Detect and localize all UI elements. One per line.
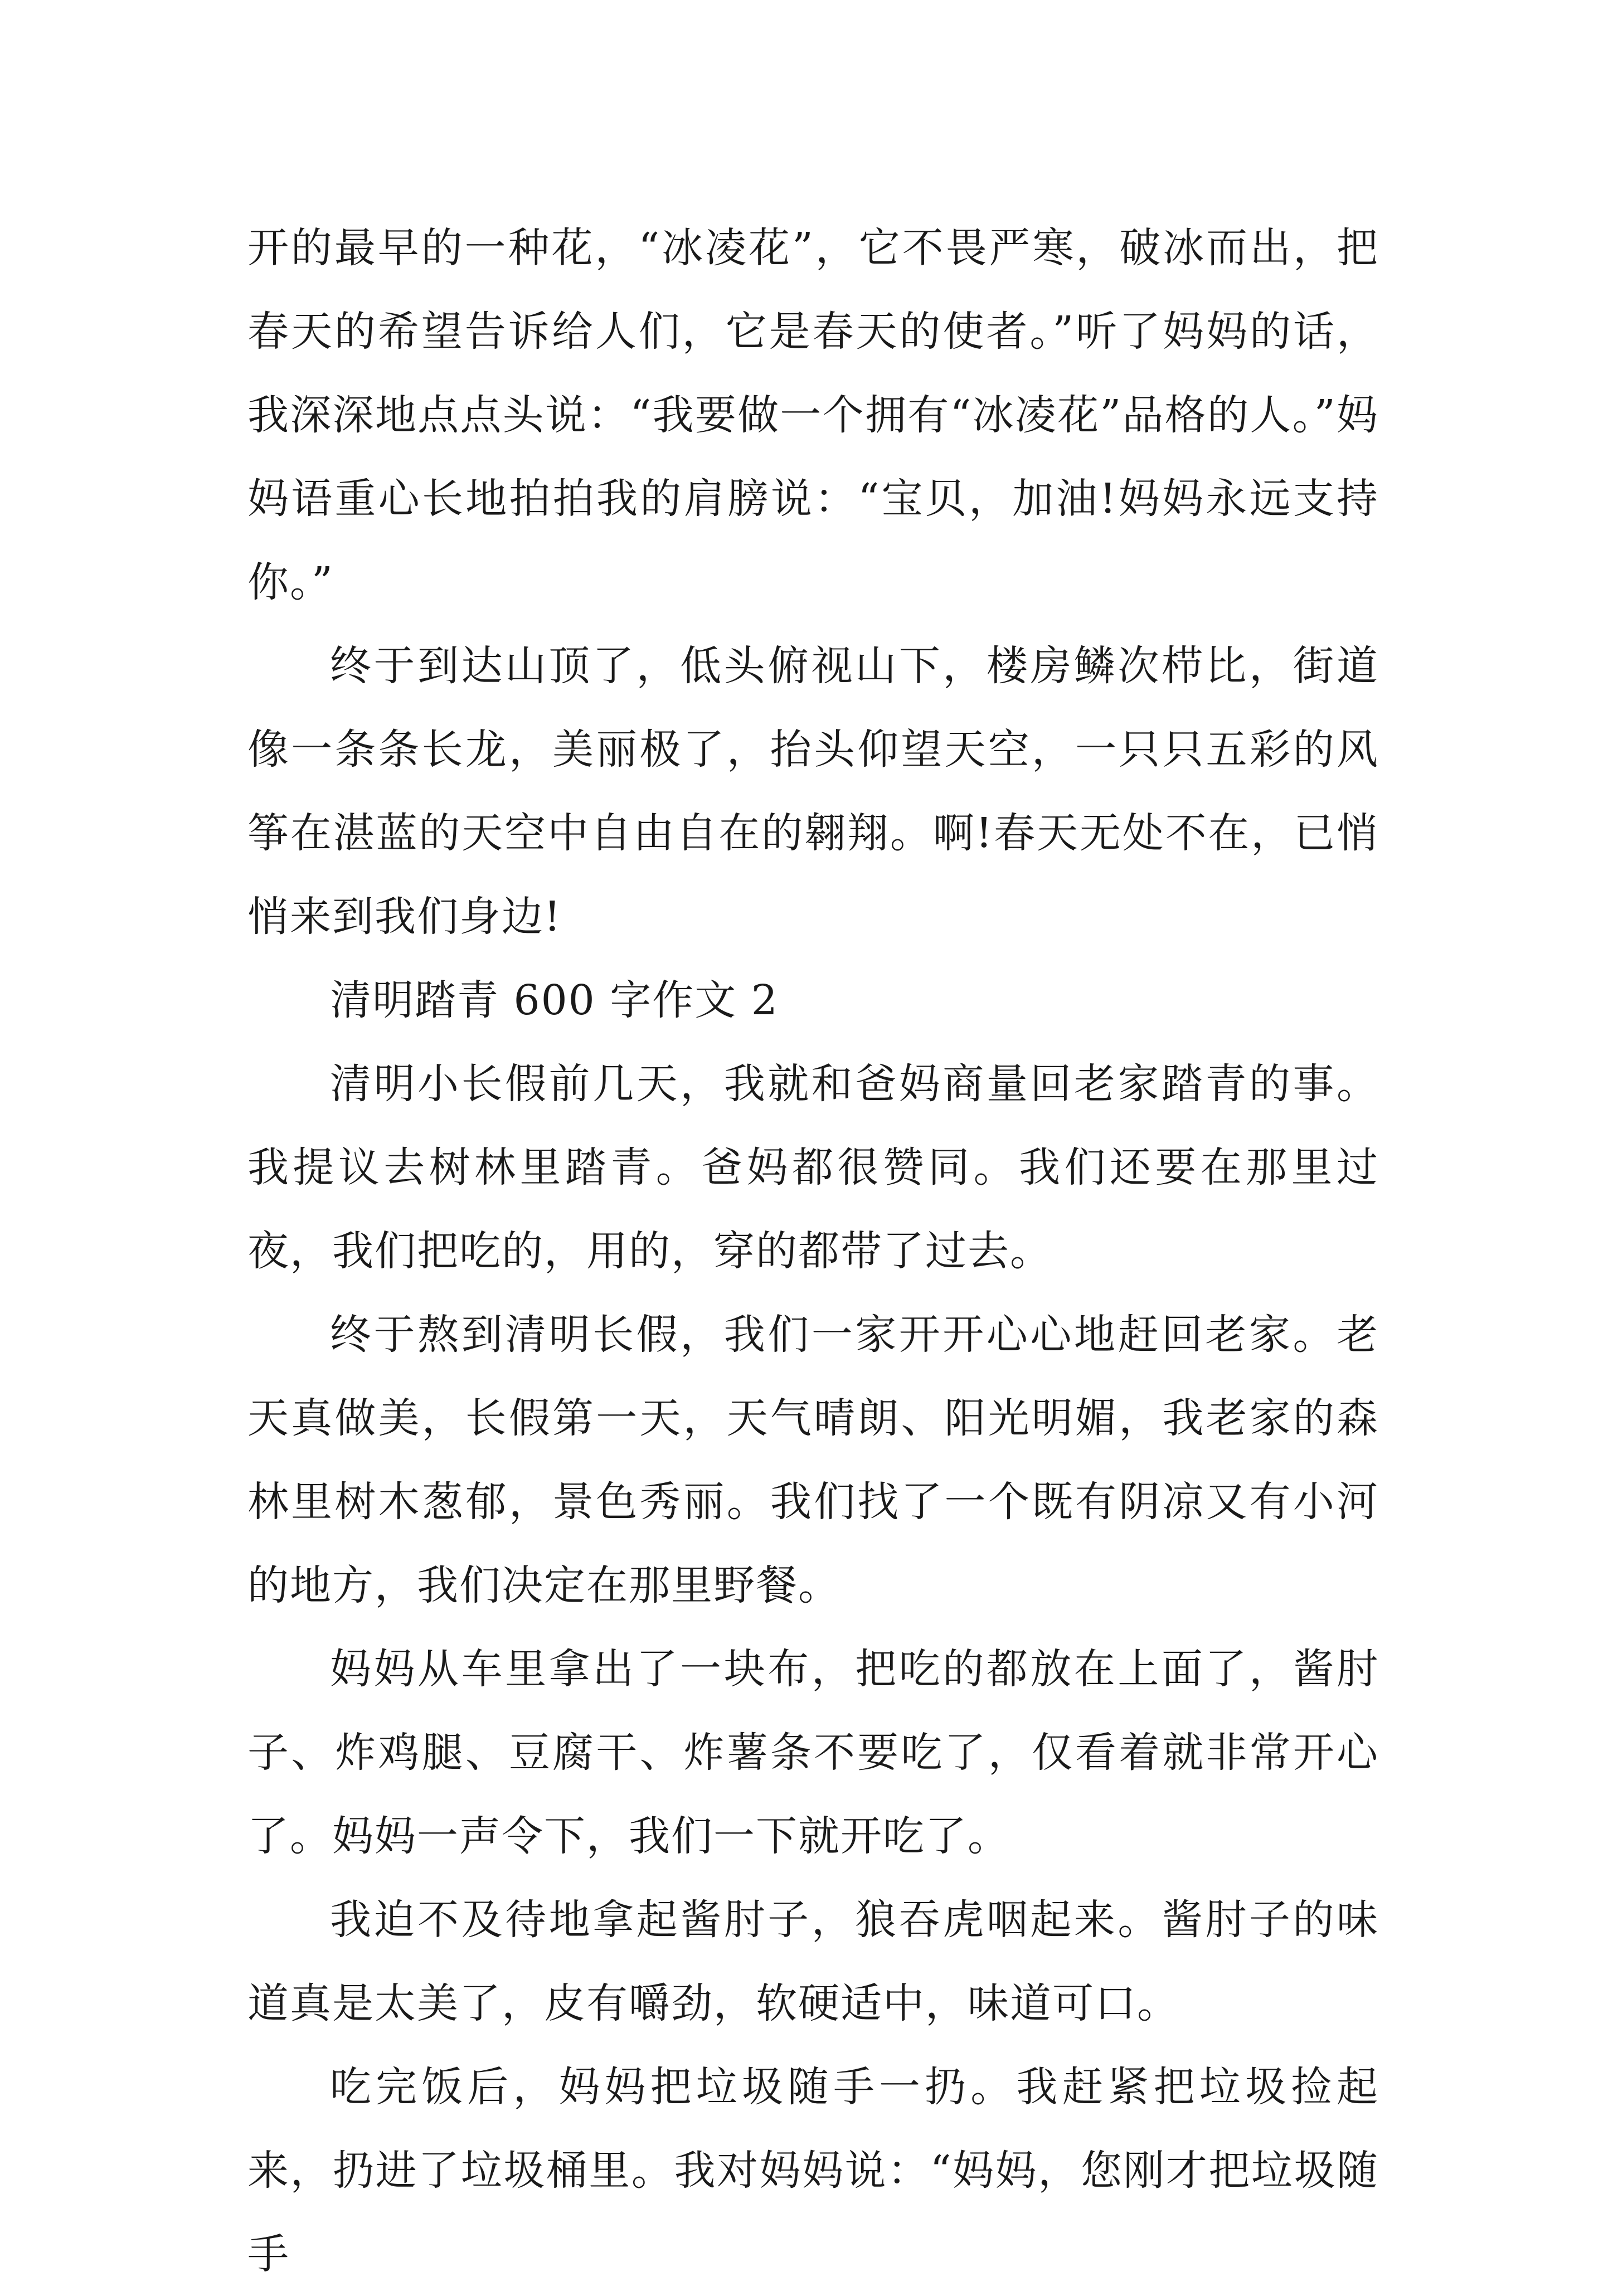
paragraph-7: 吃完饭后，妈妈把垃圾随手一扔。我赶紧把垃圾捡起来，扔进了垃圾桶里。我对妈妈说：“妈妈，您刚才把垃圾随手 <box>247 2063 1379 2278</box>
paragraph-1: 开的最早的一种花，“冰凌花”，它不畏严寒，破冰而出，把春天的希望告诉给人们，它是春天的使者。”听了妈妈的话，我深深地点点头说：“我要做一个拥有“冰凌花”品格的人。”妈妈语重心长地拍拍我的肩膀说：“宝贝，加油!妈妈永远支持你。” <box>247 224 1379 606</box>
paragraph-5: 妈妈从车里拿出了一块布，把吃的都放在上面了，酱肘子、炸鸡腿、豆腐干、炸薯条不要吃了，仅看着就非常开心了。妈妈一声令下，我们一下就开吃了。 <box>247 1645 1379 1860</box>
essay-subtitle: 清明踏青 600 字作文 2 <box>330 976 779 1024</box>
paragraph-6: 我迫不及待地拿起酱肘子，狼吞虎咽起来。酱肘子的味道真是太美了，皮有嚼劲，软硬适中，味道可口。 <box>247 1896 1379 2027</box>
paragraph-4: 终于熬到清明长假，我们一家开开心心地赶回老家。老天真做美，长假第一天，天气晴朗、阳光明媚，我老家的森林里树木葱郁，景色秀丽。我们找了一个既有阴凉又有小河的地方，我们决定在那里野餐。 <box>247 1311 1379 1609</box>
paragraph-3: 清明小长假前几天，我就和爸妈商量回老家踏青的事。我提议去树林里踏青。爸妈都很赞同。我们还要在那里过夜，我们把吃的，用的，穿的都带了过去。 <box>247 1060 1379 1275</box>
paragraph-2: 终于到达山顶了，低头俯视山下，楼房鳞次栉比，街道像一条条长龙，美丽极了，抬头仰望天空，一只只五彩的风筝在湛蓝的天空中自由自在的翱翔。啊!春天无处不在，已悄悄来到我们身边! <box>247 642 1379 941</box>
body-text <box>247 206 1379 2296</box>
